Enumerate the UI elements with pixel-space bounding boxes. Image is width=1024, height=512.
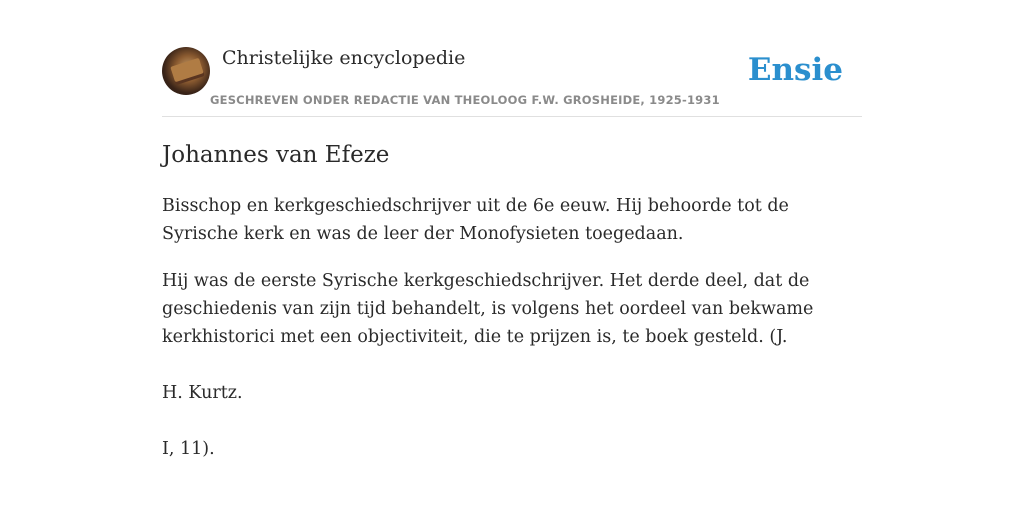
site-subtitle: GESCHREVEN ONDER REDACTIE VAN THEOLOOG F.W. GROSHEIDE, 1925-1931 bbox=[210, 93, 720, 107]
encyclopedia-avatar[interactable] bbox=[162, 47, 210, 95]
article-paragraph: H. Kurtz. bbox=[162, 383, 243, 403]
article-body bbox=[162, 192, 862, 482]
site-header bbox=[162, 46, 862, 117]
article-paragraph: I, 11). bbox=[162, 439, 215, 459]
article-paragraph: Bisschop en kerkgeschiedschrijver uit de 6e eeuw. Hij behoorde tot de Syrische kerk en was de leer der Monofysieten toegedaan. bbox=[162, 196, 789, 244]
ensie-logo-link[interactable]: Ensie bbox=[747, 52, 843, 88]
book-icon bbox=[170, 58, 203, 82]
article-paragraph: Hij was de eerste Syrische kerkgeschiedschrijver. Het derde deel, dat de geschiedenis van zijn tijd behandelt, is volgens het oordeel van bekwame kerkhistorici met een objectiviteit, die te prijzen is, te boek gesteld. (J. bbox=[162, 271, 814, 347]
article-title: Johannes van Efeze bbox=[162, 142, 390, 168]
site-title[interactable]: Christelijke encyclopedie bbox=[222, 47, 466, 69]
